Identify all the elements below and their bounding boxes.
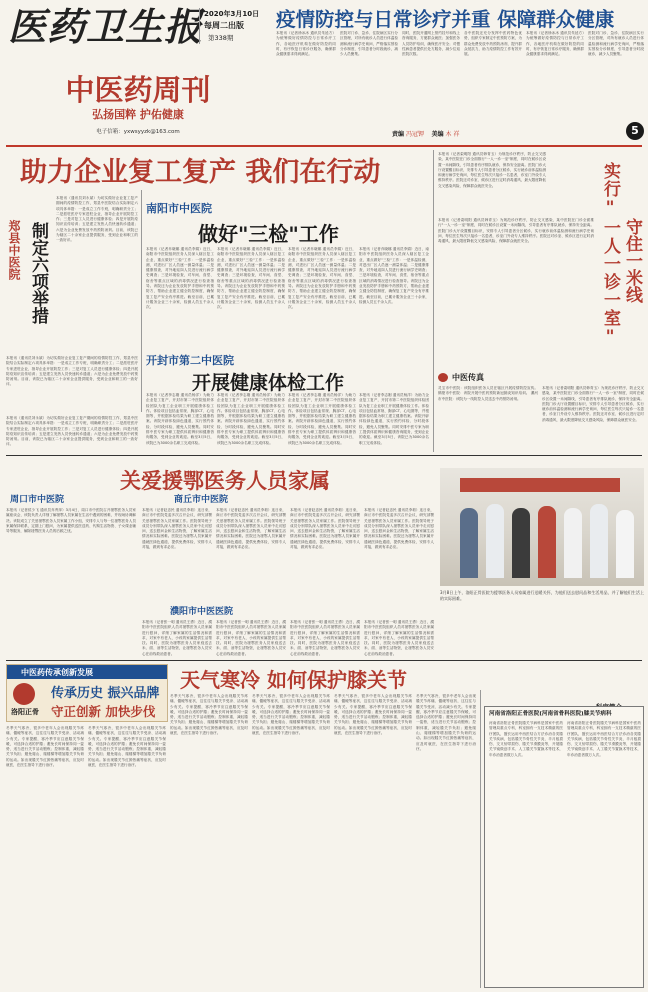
news-photo bbox=[440, 468, 644, 586]
puyang-col-1: 本报讯（记者张一明 通讯员王勇）近日，濮阳市中医医院组织人员对援鄂医务人员家属进行慰问，详细了解家属的生活情况和需求，对家中有老人、小孩的家属提供生活帮扶。同时，医院为援鄂医务人员家庭送去米、面、油等生活物资，让援鄂医务人员安心在前线救治患者。 bbox=[142, 620, 212, 656]
nanyang-headline: 做好"三检"工作 bbox=[198, 222, 339, 246]
zheng-article: 本报讯（通讯员刘永斌）为切实做好企业复工复产期间的疫情防控工作，郑县中医院结合实际制定六项具体举措：一是成立工作专班，明确职责分工；二是派驻医疗专家进驻企业，指导企业开展防控工作；三是对复工人员进行健康体检；四是开展防疫知识宣传培训；五是建立发热人员快速转诊通道；六是为企业免费发放中药预防汤剂。目前，该院已为辖区二十余家企业提供服务，受到企业和职工的一致好评。 bbox=[56, 196, 138, 243]
section-divider-1 bbox=[6, 455, 642, 456]
shangqiu-col-4: 本报讯（记者赵忠民 通讯员李莉）连日来，商丘市中医院党委多次召开会议，研究部署关爱援鄂医务人员家属工作。医院领导班子成员分别带队深入援鄂医务人员家中走访慰问，送去慰问金和生活物资，了解家属生活情况和实际困难。医院还为援鄂人员家属开通就医绿色通道，提供免费体检，安排专人对接，做到有求必应。 bbox=[364, 508, 434, 550]
dept-col-2: 河南省洛阳正骨医院膝关节病科是国家中医药管理局重点专科，科室拥有一支技术精湛的医疗团队，擅长运用中西医结合方法诊治各类膝关节疾病，包括膝关节骨性关节炎、半月板损伤、交叉韧带损伤、膝关节滑膜炎等，开展膝关节镜微创手术、人工膝关节置换术等技术，年诊治患者数万人次。 bbox=[567, 721, 641, 757]
ad-emblem-icon bbox=[13, 683, 35, 705]
puyang-col-3: 本报讯（记者张一明 通讯员王勇）近日，濮阳市中医医院组织人员对援鄂医务人员家属进行慰问，详细了解家属的生活情况和需求，对家中有老人、小孩的家属提供生活帮扶。同时，医院为援鄂医务人员家庭送去米、面、油等生活物资，让援鄂医务人员安心在前线救治患者。 bbox=[290, 620, 360, 656]
section-banner-main: 助力企业复工复产 我们在行动 bbox=[20, 157, 381, 188]
nanyang-col-2: 本报讯（记者乔晓娜 通讯员李娟）近日，南阳市中医院组织医务人员深入辖区复工企业，重点做好"三检"工作：一是体温检测，对进出厂区人员逐一测量体温；二是健康排查，对外地返岗人员进行流行病学史调查；三是环境检查，对车间、食堂、宿舍等重点区域的消毒情况进行检查指导。该院还为企业发放防护手册和中药预防方，帮助企业建立健全防控制度，确保复工复产安全有序推进。截至目前，已累计服务企业三十余家，检测人员五千余人次。 bbox=[217, 247, 285, 310]
puyang-col-2: 本报讯（记者张一明 通讯员王勇）近日，濮阳市中医医院组织人员对援鄂医务人员家属进行慰问，详细了解家属的生活情况和需求，对家中有老人、小孩的家属提供生活帮扶。同时，医院为援鄂医务人员家庭送去米、面、油等生活物资，让援鄂医务人员安心在前线救治患者。 bbox=[216, 620, 286, 656]
knee-col-4: 冬季天气寒冷，很多中老年人会出现膝关节疼痛、僵硬等症状，这往往与膝关节受凉、活动减少有关。专家提醒，寒冷季节应注意膝关节保暖，可选择合适的护膝；避免长时间保持同一姿势，适当进行关节活动锻炼；控制体重，减轻膝关节负担；避免爬山、爬楼梯等增加膝关节负荷的运动。如出现膝关节红肿热痛等症状，应及时就医，在医生指导下进行治疗。 bbox=[252, 694, 330, 736]
zheng-vertical-title: 制定六项举措 bbox=[28, 222, 48, 324]
photo-person bbox=[538, 506, 556, 578]
photo-person bbox=[460, 508, 478, 578]
kaifeng-col-4: 本报讯（记者李志刚 通讯员杨洋）为助力企业复工复产，开封市第二中医院组织体检团队为复工企业职工开展健康体检工作。体检项目包括血常规、胸部CT、心电图等，并根据体检结果为职工建立健康档案。该院开辟体检绿色通道，实行预约体检、分时段体检，避免人员聚集。同时安排中医专家为职工提供体质辨识和健康咨询服务，受到企业的欢迎。截至3月5日，该院已为3000余名职工完成体检。 bbox=[359, 393, 429, 445]
newspaper-logo: 医药卫生报 bbox=[8, 4, 204, 49]
nanyang-col-1: 本报讯（记者乔晓娜 通讯员李娟）近日，南阳市中医院组织医务人员深入辖区复工企业，重点做好"三检"工作：一是体温检测，对进出厂区人员逐一测量体温；二是健康排查，对外地返岗人员进行流行病学史调查；三是环境检查，对车间、食堂、宿舍等重点区域的消毒情况进行检查指导。该院还为企业发放防护手册和中药预防方，帮助企业建立健全防控制度，确保复工复产安全有序推进。截至目前，已累计服务企业三十余家，检测人员五千余人次。 bbox=[146, 247, 214, 310]
divider-vertical-1 bbox=[141, 190, 142, 412]
section-divider-2 bbox=[6, 660, 642, 661]
issue-day: 每周二出版 bbox=[204, 21, 244, 30]
ad-brand: 洛阳正骨 bbox=[11, 708, 39, 716]
kaifeng-headline: 开展健康体检工作 bbox=[192, 372, 345, 394]
designer-name: 木 祥 bbox=[445, 131, 460, 138]
nanyang-col-4: 本报讯（记者乔晓娜 通讯员李娟）近日，南阳市中医院组织医务人员深入辖区复工企业，重点做好"三检"工作：一是体温检测，对进出厂区人员逐一测量体温；二是健康排查，对外地返岗人员进行流行病学史调查；三是环境检查，对车间、食堂、宿舍等重点区域的消毒情况进行检查指导。该院还为企业发放防护手册和中药预防方，帮助企业建立健全防控制度，确保复工复产安全有序推进。截至目前，已累计服务企业三十余家，检测人员五千余人次。 bbox=[359, 247, 429, 304]
divider-vertical-3 bbox=[480, 690, 481, 988]
ad-header-text: 中医药传承创新发展 bbox=[21, 668, 93, 677]
zhoukou-article: 本报讯（记者侯少飞 通讯员乔秀萍）3月4日，周口市中医院召开援鄂医务人员家属座谈会，该院负责人详细了解援鄂人员家属在生活中遇到的困难，并现场协调解决。该院成立了关爱援鄂医务人员家属工作小组，安排专人与每一位援鄂医务人员家属保持联系，定期上门慰问，为家属提供送医送药、代购生活物资、子女课业辅导等服务，解除援鄂医务人员的后顾之忧。 bbox=[6, 508, 136, 534]
weekly-slogan: 弘扬国粹 护佑健康 bbox=[92, 108, 184, 121]
right-vertical-title-2: 实行"一人一诊一室" bbox=[600, 162, 620, 348]
dept-title: 河南省洛阳正骨医院(河南省骨科医院)膝关节病科 bbox=[489, 711, 612, 717]
kaifeng-col-2: 本报讯（记者李志刚 通讯员杨洋）为助力企业复工复产，开封市第二中医院组织体检团队为复工企业职工开展健康体检工作。体检项目包括血常规、胸部CT、心电图等，并根据体检结果为职工建立健康档案。该院开辟体检绿色通道，实行预约体检、分时段体检，避免人员聚集。同时安排中医专家为职工提供体质辨识和健康咨询服务，受到企业的欢迎。截至3月5日，该院已为3000余名职工完成体检。 bbox=[217, 393, 285, 445]
zheng-hospital-label: 郑县中医院 bbox=[7, 220, 21, 280]
editor-label: 责编 bbox=[392, 131, 405, 138]
tcm-notes-header bbox=[438, 372, 644, 383]
dept-box bbox=[484, 706, 644, 988]
photo-person bbox=[590, 504, 608, 578]
kaifeng-hospital-label: 开封市第二中医院 bbox=[146, 354, 234, 367]
shangqiu-col-3: 本报讯（记者赵忠民 通讯员李莉）连日来，商丘市中医院党委多次召开会议，研究部署关爱援鄂医务人员家属工作。医院领导班子成员分别带队深入援鄂医务人员家中走访慰问，送去慰问金和生活物资，了解家属生活情况和实际困难。医院还为援鄂人员家属开通就医绿色通道，提供免费体检，安排专人对接，做到有求必应。 bbox=[290, 508, 360, 550]
editor-credit bbox=[392, 129, 459, 138]
masthead bbox=[0, 0, 648, 148]
photo-person bbox=[616, 510, 634, 578]
tcm-notes-col-2: 本报讯（记者索明阳 通讯员韩青玉）为规范诊疗秩序，防止交叉感染，某中医院在门诊全面推行"一人一诊一室"制度，同时在候诊区设置一米间隔线，引导患者有序排队就诊，保持安全距离。医院门诊大厅设置醒目标识，安排专人引导患者分区候诊，实行就诊前体温检测和流行病学史询问，每位医生每次只接诊一名患者，诊室门外设专人维持秩序。医院还对诊室、候诊区进行定时消毒通风，最大限度降低交叉感染风险，保障群众就医安全。 bbox=[542, 386, 644, 422]
kaifeng-col-3: 本报讯（记者李志刚 通讯员杨洋）为助力企业复工复产，开封市第二中医院组织体检团队为复工企业职工开展健康体检工作。体检项目包括血常规、胸部CT、心电图等，并根据体检结果为职工建立健康档案。该院开辟体检绿色通道，实行预约体检、分时段体检，避免人员聚集。同时安排中医专家为职工提供体质辨识和健康咨询服务，受到企业的欢迎。截至3月5日，该院已为3000余名职工完成体检。 bbox=[288, 393, 356, 445]
shangqiu-hospital-label: 商丘市中医院 bbox=[174, 495, 229, 505]
knee-col-2: 冬季天气寒冷，很多中老年人会出现膝关节疼痛、僵硬等症状，这往往与膝关节受凉、活动减少有关。专家提醒，寒冷季节应注意膝关节保暖，可选择合适的护膝；避免长时间保持同一姿势，适当进行关节活动锻炼；控制体重，减轻膝关节负担；避免爬山、爬楼梯等增加膝关节负荷的运动。如出现膝关节红肿热痛等症状，应及时就医，在医生指导下进行治疗。 bbox=[88, 726, 166, 768]
column-label-box bbox=[596, 694, 644, 704]
lead-text-col-5: 本报讯（记者徐冰冰 通讯员朱延方）为统筹做好疫情防控与日常诊疗工作，各地医疗机构在做好防控的同时，有序恢复日常诊疗服务，确保群众健康需求得到满足。 bbox=[526, 31, 584, 57]
knee-col-3: 冬季天气寒冷，很多中老年人会出现膝关节疼痛、僵硬等症状，这往往与膝关节受凉、活动减少有关。专家提醒，寒冷季节应注意膝关节保暖，可选择合适的护膝；避免长时间保持同一姿势，适当进行关节活动锻炼；控制体重，减轻膝关节负担；避免爬山、爬楼梯等增加膝关节负荷的运动。如出现膝关节红肿热痛等症状，应及时就医，在医生指导下进行治疗。 bbox=[170, 694, 248, 736]
lead-text-col-4: 各中医院还充分发挥中医药特色优势，组织专家制定中医预防方案，为群众免费发放中药预防汤剂，提升群众抵抗力，助力疫情防控工作有效开展。 bbox=[464, 31, 522, 57]
editor-name: 冯冠钾 bbox=[405, 131, 424, 138]
ad-box bbox=[6, 664, 168, 722]
zheng-article-cont: 本报讯（通讯员刘永斌）为切实做好企业复工复产期间的疫情防控工作，郑县中医院结合实际制定六项具体举措：一是成立工作专班，明确职责分工；二是派驻医疗专家进驻企业，指导企业开展防控工作；三是对复工人员进行健康体检；四是开展防疫知识宣传培训；五是建立发热人员快速转诊通道；六是为企业免费发放中药预防汤剂。目前，该院已为辖区二十余家企业提供服务，受到企业和职工的一致好评。 bbox=[6, 356, 138, 387]
photo-banner-prop bbox=[460, 478, 620, 492]
page-number-badge: 5 bbox=[626, 122, 644, 140]
lead-text-col-2: 医院对门诊、急诊、住院病区实行分区管理，对所有就诊人员进行体温检测和流行病学史询问，严格落实预检分诊制度，引导患者分时段就诊，减少人员聚集。 bbox=[340, 31, 398, 57]
issue-date: 2020年3月10日 bbox=[204, 10, 260, 18]
section-banner-care: 关爱援鄂医务人员家属 bbox=[120, 468, 330, 493]
dept-col-1: 河南省洛阳正骨医院膝关节病科是国家中医药管理局重点专科，科室拥有一支技术精湛的医疗团队，擅长运用中西医结合方法诊治各类膝关节疾病，包括膝关节骨性关节炎、半月板损伤、交叉韧带损伤、膝关节滑膜炎等，开展膝关节镜微创手术、人工膝关节置换术等技术，年诊治患者数万人次。 bbox=[489, 721, 563, 757]
email-line: 电子信箱：yxwsyyzk@163.com bbox=[96, 129, 180, 135]
ad-slogan-2: 守正创新 加快步伐 bbox=[51, 704, 156, 719]
weekly-title: 中医药周刊 bbox=[65, 73, 211, 107]
issue-info-box bbox=[199, 8, 269, 44]
knee-col-1: 冬季天气寒冷，很多中老年人会出现膝关节疼痛、僵硬等症状，这往往与膝关节受凉、活动减少有关。专家提醒，寒冷季节应注意膝关节保暖，可选择合适的护膝；避免长时间保持同一姿势，适当进行关节活动锻炼；控制体重，减轻膝关节负担；避免爬山、爬楼梯等增加膝关节负荷的运动。如出现膝关节红肿热痛等症状，应及时就医，在医生指导下进行治疗。 bbox=[6, 726, 84, 768]
photo-person bbox=[512, 508, 530, 578]
nanyang-hospital-label: 南阳市中医院 bbox=[146, 202, 212, 215]
tcm-notes-icon bbox=[438, 373, 448, 382]
ad-slogan-1: 传承历史 振兴品牌 bbox=[51, 686, 160, 701]
shangqiu-col-1: 本报讯（记者赵忠民 通讯员李莉）连日来，商丘市中医院党委多次召开会议，研究部署关爱援鄂医务人员家属工作。医院领导班子成员分别带队深入援鄂医务人员家中走访慰问，送去慰问金和生活物资，了解家属生活情况和实际困难。医院还为援鄂人员家属开通就医绿色通道，提供免费体检，安排专人对接，做到有求必应。 bbox=[142, 508, 212, 550]
divider-vertical-2 bbox=[433, 150, 434, 452]
knee-col-5: 冬季天气寒冷，很多中老年人会出现膝关节疼痛、僵硬等症状，这往往与膝关节受凉、活动减少有关。专家提醒，寒冷季节应注意膝关节保暖，可选择合适的护膝；避免长时间保持同一姿势，适当进行关节活动锻炼；控制体重，减轻膝关节负担；避免爬山、爬楼梯等增加膝关节负荷的运动。如出现膝关节红肿热痛等症状，应及时就医，在医生指导下进行治疗。 bbox=[334, 694, 412, 736]
puyang-col-4: 本报讯（记者张一明 通讯员王勇）近日，濮阳市中医医院组织人员对援鄂医务人员家属进行慰问，详细了解家属的生活情况和需求，对家中有老人、小孩的家属提供生活帮扶。同时，医院为援鄂医务人员家庭送去米、面、油等生活物资，让援鄂医务人员安心在前线救治患者。 bbox=[364, 620, 434, 656]
photo-caption: 3月8日上午，洛阳正骨医院为援鄂医务人员家属进行送暖关怀，为他们送去慰问品和生活用品，并了解他们生活上的实际困难。 bbox=[440, 590, 644, 601]
ad-header-band bbox=[7, 665, 167, 679]
tcm-notes-col-1: 灵宝市中医院：该院组织医务人员在辖区开展疫情防控宣传。 鹤壁市中医院：该院开展中医药预防新冠肺炎知识培训。 漯河市中医院：该院为一线防控人员送去中药预防汤剂。 bbox=[438, 386, 538, 401]
kaifeng-col-1: 本报讯（记者李志刚 通讯员杨洋）为助力企业复工复产，开封市第二中医院组织体检团队为复工企业职工开展健康体检工作。体检项目包括血常规、胸部CT、心电图等，并根据体检结果为职工建立健康档案。该院开辟体检绿色通道，实行预约体检、分时段体检，避免人员聚集。同时安排中医专家为职工提供体质辨识和健康咨询服务，受到企业的欢迎。截至3月5日，该院已为3000余名职工完成体检。 bbox=[146, 393, 214, 445]
right-vertical-title-1: 守住一米线 bbox=[622, 218, 642, 303]
lead-text-col-1: 本报讯（记者徐冰冰 通讯员朱延方）为统筹做好疫情防控与日常诊疗工作，各地医疗机构在做好防控的同时，有序恢复日常诊疗服务，确保群众健康需求得到满足。 bbox=[276, 31, 336, 57]
photo-person bbox=[486, 504, 504, 578]
nanyang-col-3: 本报讯（记者乔晓娜 通讯员李娟）近日，南阳市中医院组织医务人员深入辖区复工企业，重点做好"三检"工作：一是体温检测，对进出厂区人员逐一测量体温；二是健康排查，对外地返岗人员进行流行病学史调查；三是环境检查，对车间、食堂、宿舍等重点区域的消毒情况进行检查指导。该院还为企业发放防护手册和中药预防方，帮助企业建立健全防控制度，确保复工复产安全有序推进。截至目前，已累计服务企业三十余家，检测人员五千余人次。 bbox=[288, 247, 356, 310]
issue-number: 第338期 bbox=[208, 34, 234, 42]
lead-headline: 疫情防控与日常诊疗并重 保障群众健康 bbox=[276, 8, 615, 31]
designer-label: 美编 bbox=[431, 131, 444, 138]
knee-col-6: 冬季天气寒冷，很多中老年人会出现膝关节疼痛、僵硬等症状，这往往与膝关节受凉、活动减少有关。专家提醒，寒冷季节应注意膝关节保暖，可选择合适的护膝；避免长时间保持同一姿势，适当进行关节活动锻炼；控制体重，减轻膝关节负担；避免爬山、爬楼梯等增加膝关节负荷的运动。如出现膝关节红肿热痛等症状，应及时就医，在医生指导下进行治疗。 bbox=[416, 694, 476, 751]
tcm-notes-label: 中医传真 bbox=[452, 373, 484, 382]
zhoukou-hospital-label: 周口市中医院 bbox=[10, 495, 65, 505]
puyang-hospital-label: 濮阳市中医医院 bbox=[170, 607, 234, 617]
lead-text-col-6: 医院对门诊、急诊、住院病区实行分区管理，对所有就诊人员进行体温检测和流行病学史询问，严格落实预检分诊制度，引导患者分时段就诊，减少人员聚集。 bbox=[588, 31, 644, 57]
masthead-rule bbox=[6, 145, 642, 147]
lead-text-col-3: 同时，医院开通网上预约挂号和线上咨询服务，方便群众就医；加强医务人员防护培训，确保医疗安全；对慢性病患者提供长处方服务，减少往返医院次数。 bbox=[402, 31, 460, 57]
section-banner-season: 天气寒冷 如何保护膝关节 bbox=[180, 668, 407, 692]
right-article-col-1: 本报讯（记者索明阳 通讯员韩青玉）为规范诊疗秩序，防止交叉感染，某中医院在门诊全面推行"一人一诊一室"制度，同时在候诊区设置一米间隔线，引导患者有序排队就诊，保持安全距离。医院门诊大厅设置醒目标识，安排专人引导患者分区候诊，实行就诊前体温检测和流行病学史询问，每位医生每次只接诊一名患者，诊室门外设专人维持秩序。医院还对诊室、候诊区进行定时消毒通风，最大限度降低交叉感染风险，保障群众就医安全。 bbox=[438, 152, 546, 188]
photo-person bbox=[564, 508, 582, 578]
shangqiu-col-2: 本报讯（记者赵忠民 通讯员李莉）连日来，商丘市中医院党委多次召开会议，研究部署关爱援鄂医务人员家属工作。医院领导班子成员分别带队深入援鄂医务人员家中走访慰问，送去慰问金和生活物资，了解家属生活情况和实际困难。医院还为援鄂人员家属开通就医绿色通道，提供免费体检，安排专人对接，做到有求必应。 bbox=[216, 508, 286, 550]
zheng-article-tail: 本报讯（通讯员刘永斌）为切实做好企业复工复产期间的疫情防控工作，郑县中医院结合实际制定六项具体举措：一是成立工作专班，明确职责分工；二是派驻医疗专家进驻企业，指导企业开展防控工作；三是对复工人员进行健康体检；四是开展防疫知识宣传培训；五是建立发热人员快速转诊通道；六是为企业免费发放中药预防汤剂。目前，该院已为辖区二十余家企业提供服务，受到企业和职工的一致好评。 bbox=[6, 416, 138, 447]
right-article-col-2: 本报讯（记者索明阳 通讯员韩青玉）为规范诊疗秩序，防止交叉感染，某中医院在门诊全面推行"一人一诊一室"制度，同时在候诊区设置一米间隔线，引导患者有序排队就诊，保持安全距离。医院门诊大厅设置醒目标识，安排专人引导患者分区候诊，实行就诊前体温检测和流行病学史询问，每位医生每次只接诊一名患者，诊室门外设专人维持秩序。医院还对诊室、候诊区进行定时消毒通风，最大限度降低交叉感染风险，保障群众就医安全。 bbox=[438, 218, 594, 244]
